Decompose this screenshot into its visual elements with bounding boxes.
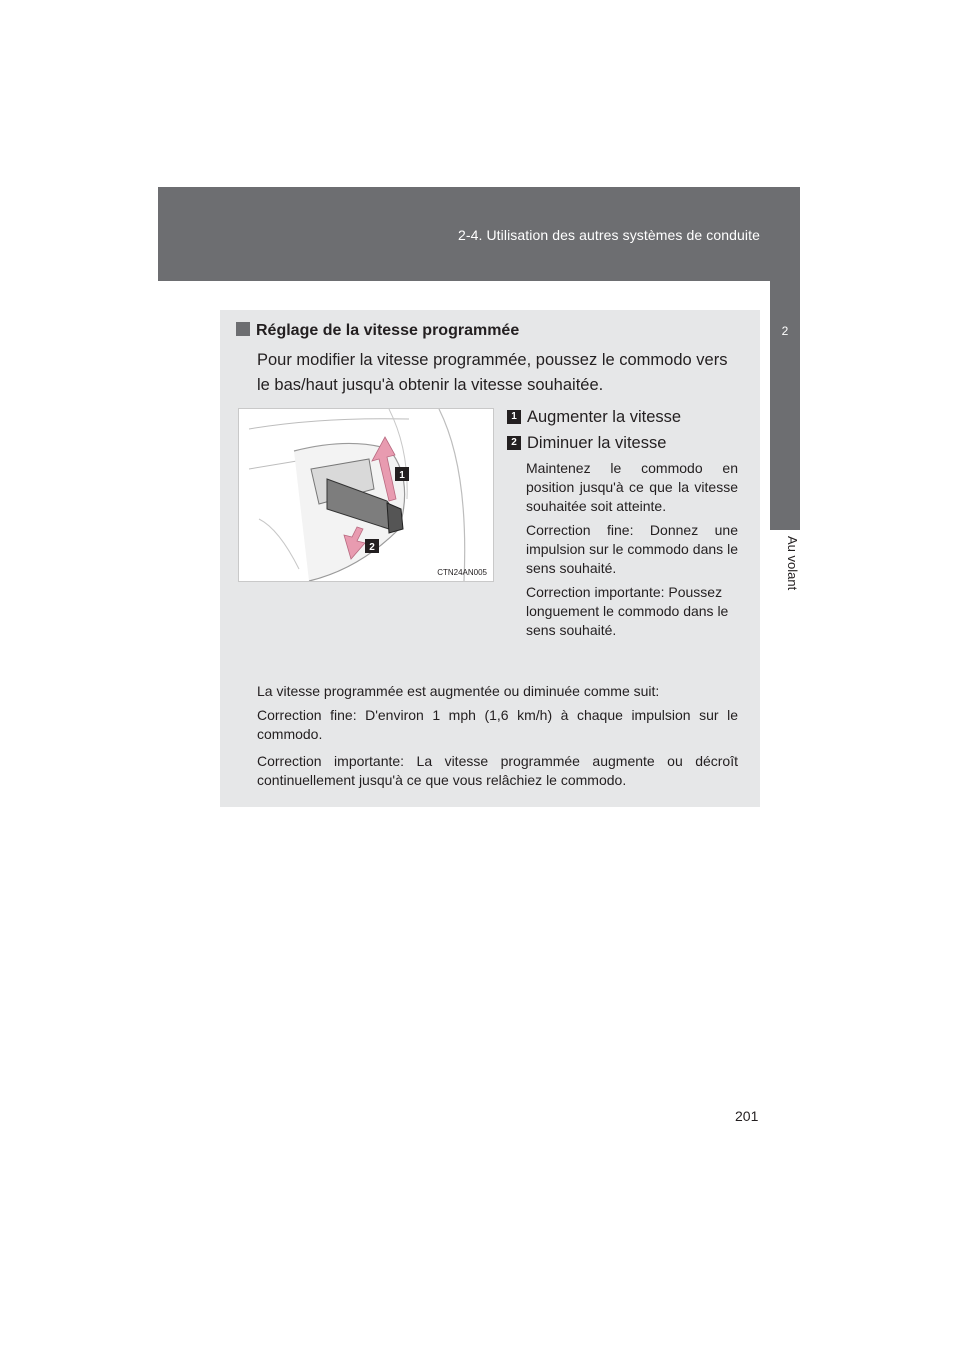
legend-item-increase <box>507 406 747 432</box>
footer-note-major: Correction importante: La vitesse programmée augmente ou décroît continuellement jusqu'à ce que vous relâchiez le commodo. <box>257 753 738 788</box>
callout-2: 2 <box>369 542 375 553</box>
chapter-tab <box>770 268 800 530</box>
legend-label-decrease: Diminuer la vitesse <box>527 434 667 452</box>
badge-1: 1 <box>507 410 521 424</box>
section-path-title: 2-4. Utilisation des autres systèmes de conduite <box>457 227 760 243</box>
footer-note-fine: Correction fine: D'environ 1 mph (1,6 km/h) à chaque impulsion sur le commodo. <box>257 707 738 742</box>
section-heading-text: Réglage de la vitesse programmée <box>256 322 520 339</box>
page-number: 201 <box>735 1108 759 1124</box>
figure-code: CTN24AN005 <box>437 568 487 577</box>
badge-2: 2 <box>507 436 521 450</box>
header-band <box>158 187 800 281</box>
cruise-lever-drawing <box>239 409 493 581</box>
chapter-label <box>767 536 803 616</box>
intro-paragraph: Pour modifier la vitesse programmée, poussez le commodo vers le bas/haut jusqu'à obtenir la vitesse souhaitée. <box>257 351 728 394</box>
footer-note-intro: La vitesse programmée est augmentée ou diminuée comme suit: <box>257 683 660 699</box>
square-bullet-icon <box>236 322 250 336</box>
section-heading <box>236 322 519 340</box>
lever-illustration <box>238 408 494 582</box>
note-hold: Maintenez le commodo en position jusqu'à ce que la vitesse souhaitée soit atteinte. <box>526 460 738 514</box>
note-major: Correction importante: Poussez longuement le commodo dans le sens souhaité. <box>526 584 729 638</box>
content-box <box>220 310 760 807</box>
legend <box>507 406 747 458</box>
chapter-number: 2 <box>781 324 789 338</box>
note-fine: Correction fine: Donnez une impulsion sur le commodo dans le sens souhaité. <box>526 522 738 576</box>
legend-label-increase: Augmenter la vitesse <box>527 408 682 426</box>
callout-1: 1 <box>399 470 405 481</box>
legend-item-decrease <box>507 432 747 458</box>
chapter-label-text: Au volant <box>785 536 800 591</box>
